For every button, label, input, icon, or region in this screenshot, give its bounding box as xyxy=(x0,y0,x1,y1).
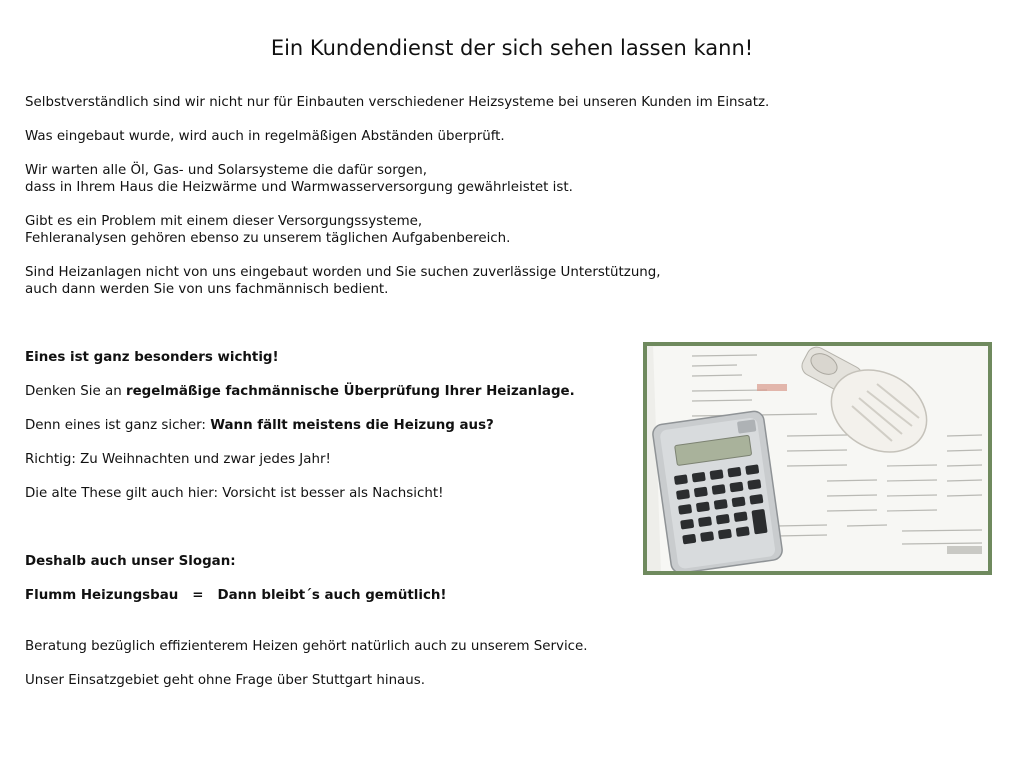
thesis-paragraph: Die alte These gilt auch hier: Vorsicht ist besser als Nachsicht! xyxy=(25,486,444,501)
closing-paragraph-2: Unser Einsatzgebiet geht ohne Frage über Stuttgart hinaus. xyxy=(25,673,425,688)
intro-paragraph-5-line-2: auch dann werden Sie von uns fachmännisch bedient. xyxy=(25,282,389,297)
answer-paragraph: Richtig: Zu Weihnachten und zwar jedes Jahr! xyxy=(25,452,331,467)
intro-paragraph-2: Was eingebaut wurde, wird auch in regelmäßigen Abständen überprüft. xyxy=(25,129,505,144)
sure-prefix: Denn eines ist ganz sicher: xyxy=(25,418,211,433)
intro-paragraph-1: Selbstverständlich sind wir nicht nur für Einbauten verschiedener Heizsysteme bei unseren Kunden im Einsatz. xyxy=(25,95,770,110)
calculator-thermostat-illustration xyxy=(647,346,988,571)
intro-paragraph-3-line-1: Wir warten alle Öl, Gas- und Solarsysteme die dafür sorgen, xyxy=(25,163,427,178)
intro-paragraph-5-line-1: Sind Heizanlagen nicht von uns eingebaut worden und Sie suchen zuverlässige Unterstützung, xyxy=(25,265,661,280)
intro-paragraph-4-line-1: Gibt es ein Problem mit einem dieser Versorgungssysteme, xyxy=(25,214,423,229)
slogan-text xyxy=(25,587,825,604)
think-prefix: Denken Sie an xyxy=(25,384,126,399)
think-bold: regelmäßige fachmännische Überprüfung Ihrer Heizanlage. xyxy=(125,384,575,399)
page-title: Ein Kundendienst der sich sehen lassen kann! xyxy=(270,36,754,60)
important-heading-text: Eines ist ganz besonders wichtig! xyxy=(25,350,279,365)
heating-bill-photo xyxy=(643,342,992,575)
calculator-icon xyxy=(652,410,784,571)
slogan-heading-text: Deshalb auch unser Slogan: xyxy=(25,554,236,569)
sure-bold: Wann fällt meistens die Heizung aus? xyxy=(210,418,494,433)
slogan-text-bold: Flumm Heizungsbau = Dann bleibt´s auch gemütlich! xyxy=(25,588,447,603)
intro-paragraph-4-line-2: Fehleranalysen gehören ebenso zu unserem täglichen Aufgabenbereich. xyxy=(25,231,511,246)
intro-paragraph-3-line-2: dass in Ihrem Haus die Heizwärme und Warmwasserversorgung gewährleistet ist. xyxy=(25,180,573,195)
closing-paragraph-1: Beratung bezüglich effizienterem Heizen gehört natürlich auch zu unserem Service. xyxy=(25,639,588,654)
